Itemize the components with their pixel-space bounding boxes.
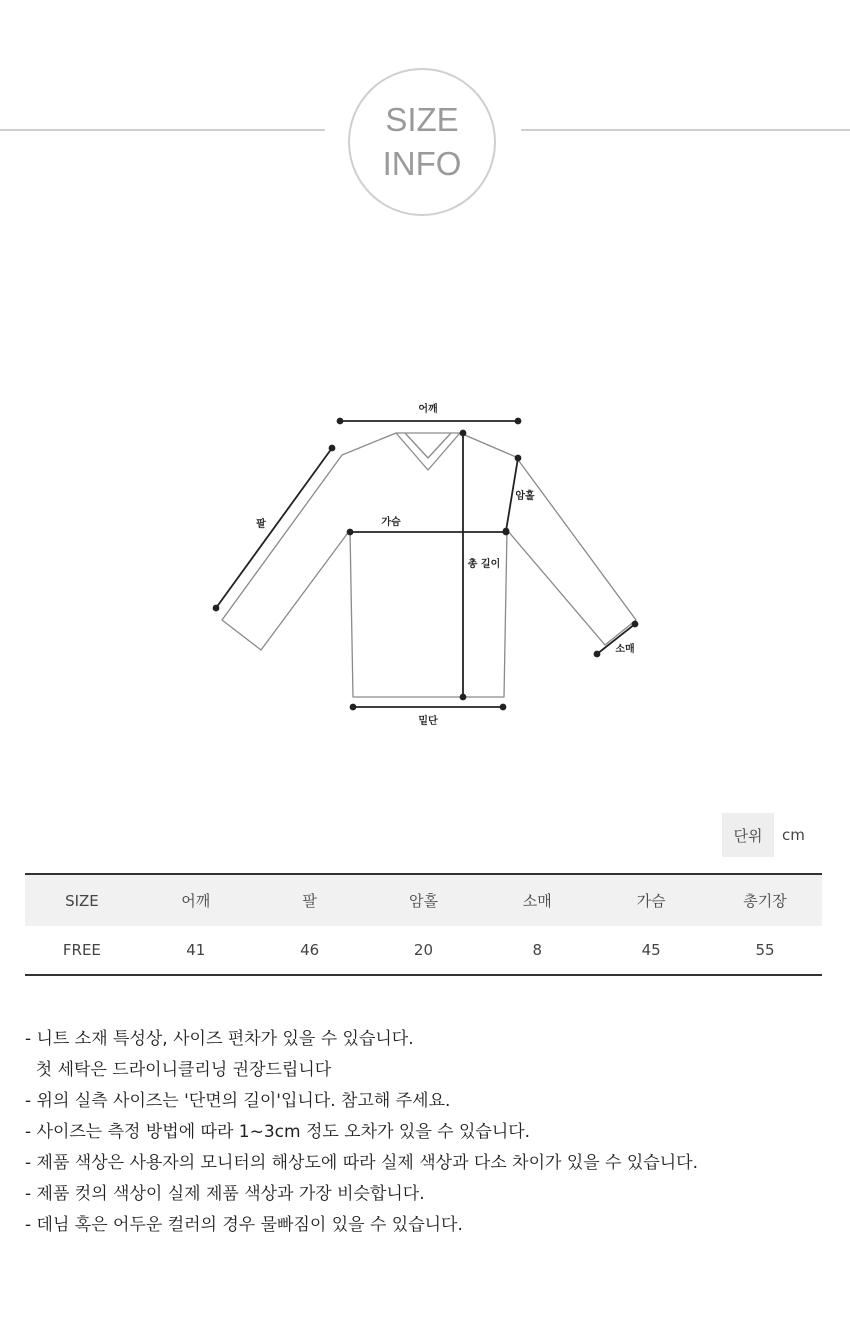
header-size: SIZE: [65, 891, 99, 910]
sleeve-label: 팔: [256, 519, 266, 530]
note-item: - 니트 소재 특성상, 사이즈 편차가 있을 수 있습니다.: [25, 1029, 414, 1049]
note-item: - 제품 색상은 사용자의 모니터의 해상도에 따라 실제 색상과 다소 차이가 있을 수 있습니다.: [25, 1153, 698, 1173]
header-chest: 가슴: [636, 892, 666, 910]
sweater-outline: [222, 433, 636, 697]
cell-total-length: 55: [755, 941, 775, 959]
table-row: [25, 926, 822, 975]
note-item: - 위의 실측 사이즈는 '단면의 길이'입니다. 참고해 주세요.: [25, 1091, 451, 1111]
cell-size: FREE: [62, 941, 101, 959]
armhole-label: 암홀: [515, 491, 535, 502]
header-cuff: 소매: [522, 892, 552, 910]
header-armhole: 암홀: [408, 892, 438, 910]
badge-line1: SIZE: [385, 101, 459, 138]
badge-line2: INFO: [382, 145, 462, 182]
note-item: - 사이즈는 측정 방법에 따라 1~3cm 정도 오차가 있을 수 있습니다.: [25, 1122, 531, 1142]
header-divider-left: [0, 129, 325, 131]
size-table-header-row: [25, 874, 822, 926]
cell-sleeve: 46: [300, 941, 320, 959]
shoulder-label: 어깨: [418, 404, 438, 415]
hem-label: 밑단: [418, 716, 438, 727]
size-notes: [25, 1024, 698, 1241]
header-sleeve: 팔: [302, 892, 317, 910]
chest-label: 가슴: [381, 517, 401, 528]
size-table: [25, 873, 822, 976]
cell-shoulder: 41: [186, 941, 206, 959]
note-item: 첫 세탁은 드라이니클리닝 권장드립니다: [25, 1060, 332, 1080]
garment-diagram: [0, 380, 850, 730]
note-item: - 제품 컷의 색상이 실제 제품 색상과 가장 비슷합니다.: [25, 1184, 425, 1204]
cell-armhole: 20: [413, 941, 433, 959]
cell-cuff: 8: [532, 941, 543, 959]
size-info-badge: [348, 68, 496, 216]
sleeve-measure-line: [216, 448, 332, 608]
unit-label: 단위: [722, 813, 774, 857]
header-divider-right: [521, 129, 850, 131]
header-shoulder: 어깨: [181, 892, 211, 910]
cell-chest: 45: [641, 941, 661, 959]
header-total-length: 총기장: [743, 892, 787, 910]
cuff-label: 소매: [615, 644, 635, 655]
unit-value: cm: [782, 826, 805, 844]
note-item: - 데님 혹은 어두운 컬러의 경우 물빠짐이 있을 수 있습니다.: [25, 1215, 463, 1235]
total-length-label: 총 길이: [467, 559, 501, 570]
